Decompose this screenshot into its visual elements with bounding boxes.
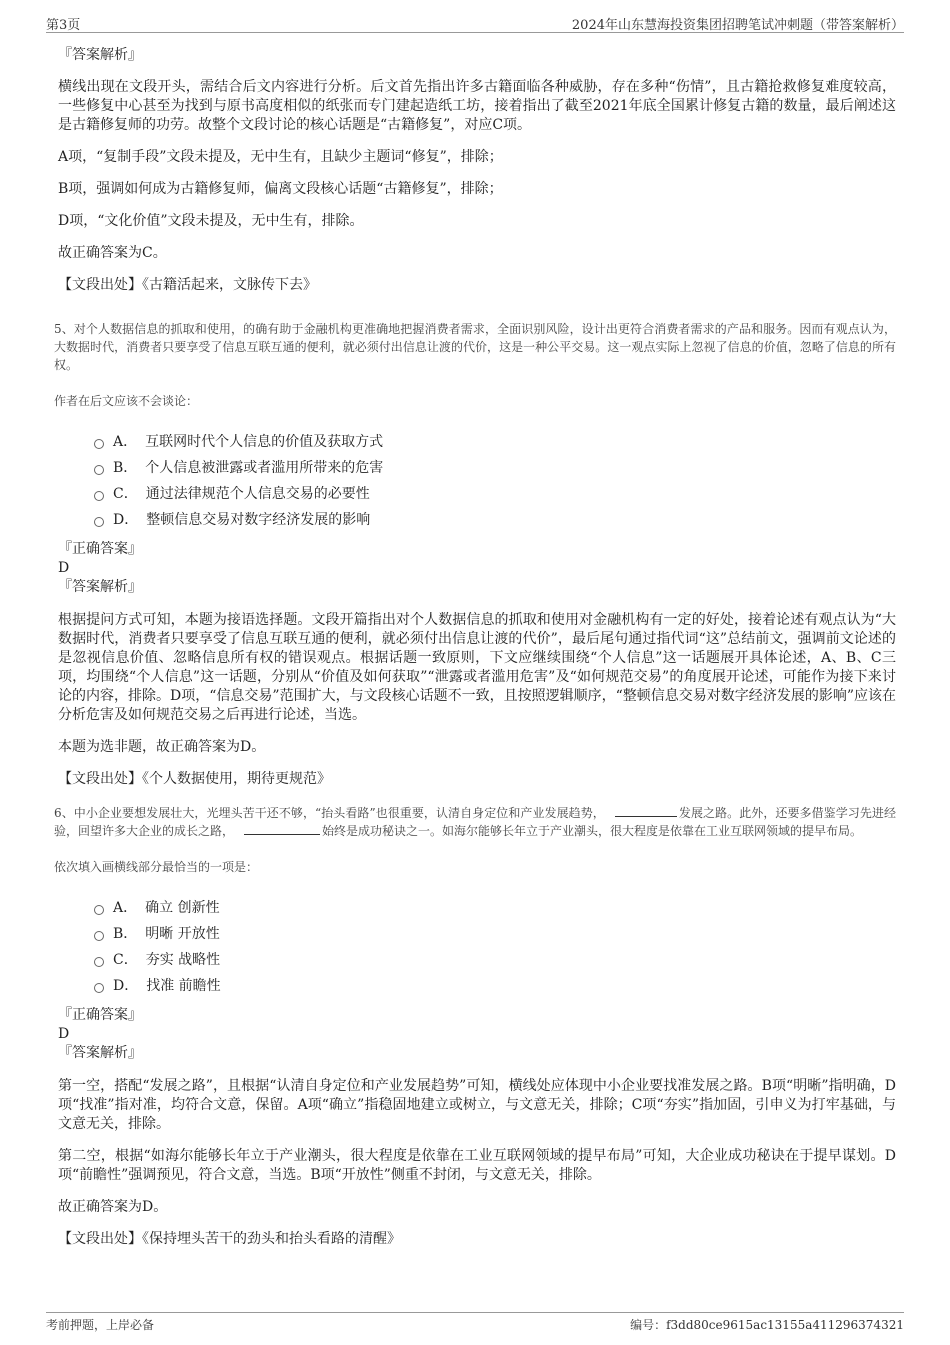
page-number: 第3页	[46, 18, 81, 33]
radio-icon[interactable]	[94, 439, 104, 449]
option-label: A．	[113, 434, 138, 450]
correct-answer-tag: 『正确答案』	[58, 1007, 142, 1023]
source-citation: 【文段出处】《保持埋头苦干的劲头和抬头看路的清醒》	[58, 1231, 401, 1247]
analysis-paragraph: 故正确答案为C。	[58, 245, 167, 261]
option-text: 确立 创新性	[145, 900, 220, 916]
option-label: C．	[113, 486, 138, 502]
question-stem	[54, 804, 896, 840]
radio-icon[interactable]	[94, 957, 104, 967]
source-citation: 【文段出处】《古籍活起来，文脉传下去》	[58, 277, 317, 293]
question-stem: 5、对个人数据信息的抓取和使用，的确有助于金融机构更准确地把握消费者需求，全面识别风险，设计出更符合消费者需求的产品和服务。因而有观点认为，大数据时代，消费者只要享受了信息互联互通的便利，就必须付出信息让渡的代价，这是一种公平交易。这一观点实际上忽视了信息的价值，忽略了信息的所有权。	[54, 322, 896, 372]
option-label: C．	[113, 952, 138, 968]
analysis-tag: 『答案解析』	[58, 47, 142, 63]
option-label: D．	[113, 512, 139, 528]
correct-answer: D	[58, 1026, 70, 1042]
option-label: B．	[113, 926, 138, 942]
analysis-paragraph: 第二空，根据“如海尔能够长年立于产业潮头，很大程度是依靠在工业互联网领域的提早布局”可知，大企业成功秘诀在于提早谋划。D项“前瞻性”强调预见，符合文意，当选。B项“开放性”侧重不封闭，与文意无关，排除。	[58, 1148, 896, 1183]
page-footer	[46, 1312, 904, 1333]
option-c[interactable]	[94, 480, 896, 506]
analysis-tag: 『答案解析』	[58, 1045, 142, 1061]
option-list	[94, 894, 896, 998]
analysis-paragraph: 横线出现在文段开头，需结合后文内容进行分析。后文首先指出许多古籍面临各种威胁，存在多种“伤情”，且古籍抢救修复难度较高，一些修复中心甚至为找到与原书高度相似的纸张而专门建起造纸工坊，接着指出了截至2021年底全国累计修复古籍的数量，最后阐述这是古籍修复师的功劳。故整个文段讨论的核心话题是“古籍修复”，对应C项。	[58, 79, 896, 133]
radio-icon[interactable]	[94, 905, 104, 915]
analysis-paragraph: 第一空，搭配“发展之路”，且根据“认清自身定位和产业发展趋势”可知，横线处应体现中小企业要找准发展之路。B项“明晰”指明确，D项“找准”指对准，均符合文意，保留。A项“确立”指稳固地建立或树立，与文意无关，排除；C项“夯实”指加固，引申义为打牢基础，与文意无关，排除。	[58, 1078, 896, 1132]
analysis-paragraph: 根据提问方式可知，本题为接语选择题。文段开篇指出对个人数据信息的抓取和使用对金融机构有一定的好处，接着论述有观点认为“大数据时代，消费者只要享受了信息互联互通的便利，就必须付出信息让渡的代价”，最后尾句通过指代词“这”总结前文，强调前文论述的是忽视信息价值、忽略信息所有权的错误观点。根据话题一致原则，下文应继续围绕“个人信息”这一话题展开具体论述，A、B、C三项，均围绕“个人信息”这一话题，分别从“价值及如何获取”“泄露或者滥用危害”及“如何规范交易”的角度展开论述，可能作为接下来讨论的内容，排除。D项，“信息交易”范围扩大，与文段核心话题不一致，且按照逻辑顺序，“整顿信息交易对数字经济发展的影响”应该在分析危害及如何规范交易之后再进行论述，当选。	[58, 612, 896, 723]
radio-icon[interactable]	[94, 931, 104, 941]
stem-part: 6、中小企业要想发展壮大，光埋头苦干还不够，“抬头看路”也很重要，认清自身定位和产业发展趋势，	[54, 806, 605, 820]
option-a[interactable]	[94, 428, 896, 454]
document-title: 2024年山东慧海投资集团招聘笔试冲刺题（带答案解析）	[571, 18, 904, 33]
option-a[interactable]	[94, 894, 896, 920]
option-label: D．	[113, 978, 139, 994]
stem-part: 始终是成功秘诀之一。如海尔能够长年立于产业潮头，很大程度是依靠在工业互联网领域的提早布局。	[322, 824, 863, 838]
option-b[interactable]	[94, 454, 896, 480]
option-text: 通过法律规范个人信息交易的必要性	[145, 486, 370, 502]
option-list	[94, 428, 896, 532]
analysis-paragraph: 故正确答案为D。	[58, 1199, 168, 1215]
option-text: 明晰 开放性	[145, 926, 220, 942]
analysis-paragraph: A项，“复制手段”文段未提及，无中生有，且缺少主题词“修复”，排除；	[58, 149, 503, 165]
question-prompt: 依次填入画横线部分最恰当的一项是：	[54, 860, 259, 874]
option-text: 整顿信息交易对数字经济发展的影响	[146, 512, 371, 528]
option-label: B．	[113, 460, 138, 476]
fill-blank-2	[244, 822, 320, 835]
page-header	[46, 14, 904, 33]
option-d[interactable]	[94, 972, 896, 998]
option-label: A．	[113, 900, 138, 916]
source-citation: 【文段出处】《个人数据使用，期待更规范》	[58, 771, 331, 787]
analysis-paragraph: D项，“文化价值”文段未提及，无中生有，排除。	[58, 213, 364, 229]
option-c[interactable]	[94, 946, 896, 972]
radio-icon[interactable]	[94, 491, 104, 501]
option-text: 夯实 战略性	[145, 952, 221, 968]
fill-blank-1	[615, 804, 677, 817]
stem-part: 发展之路。此外，还要多借鉴学习先进经验，回望许多大企业的成长之路，	[54, 806, 896, 838]
analysis-paragraph: 本题为选非题，故正确答案为D。	[58, 739, 266, 755]
radio-icon[interactable]	[94, 517, 104, 527]
option-d[interactable]	[94, 506, 896, 532]
footer-slogan: 考前押题，上岸必备	[46, 1318, 155, 1332]
option-b[interactable]	[94, 920, 896, 946]
option-text: 互联网时代个人信息的价值及获取方式	[145, 434, 384, 450]
analysis-paragraph: B项，强调如何成为古籍修复师，偏离文段核心话题“古籍修复”，排除；	[58, 181, 503, 197]
correct-answer-tag: 『正确答案』	[58, 541, 142, 557]
radio-icon[interactable]	[94, 983, 104, 993]
question-prompt: 作者在后文应该不会谈论：	[54, 394, 199, 408]
radio-icon[interactable]	[94, 465, 104, 475]
analysis-tag: 『答案解析』	[58, 579, 142, 595]
document-code: 编号：f3dd80ce9615ac13155a411296374321	[630, 1318, 904, 1332]
document-body	[56, 44, 896, 1260]
option-text: 找准 前瞻性	[146, 978, 221, 994]
correct-answer: D	[58, 560, 70, 576]
option-text: 个人信息被泄露或者滥用所带来的危害	[145, 460, 384, 476]
